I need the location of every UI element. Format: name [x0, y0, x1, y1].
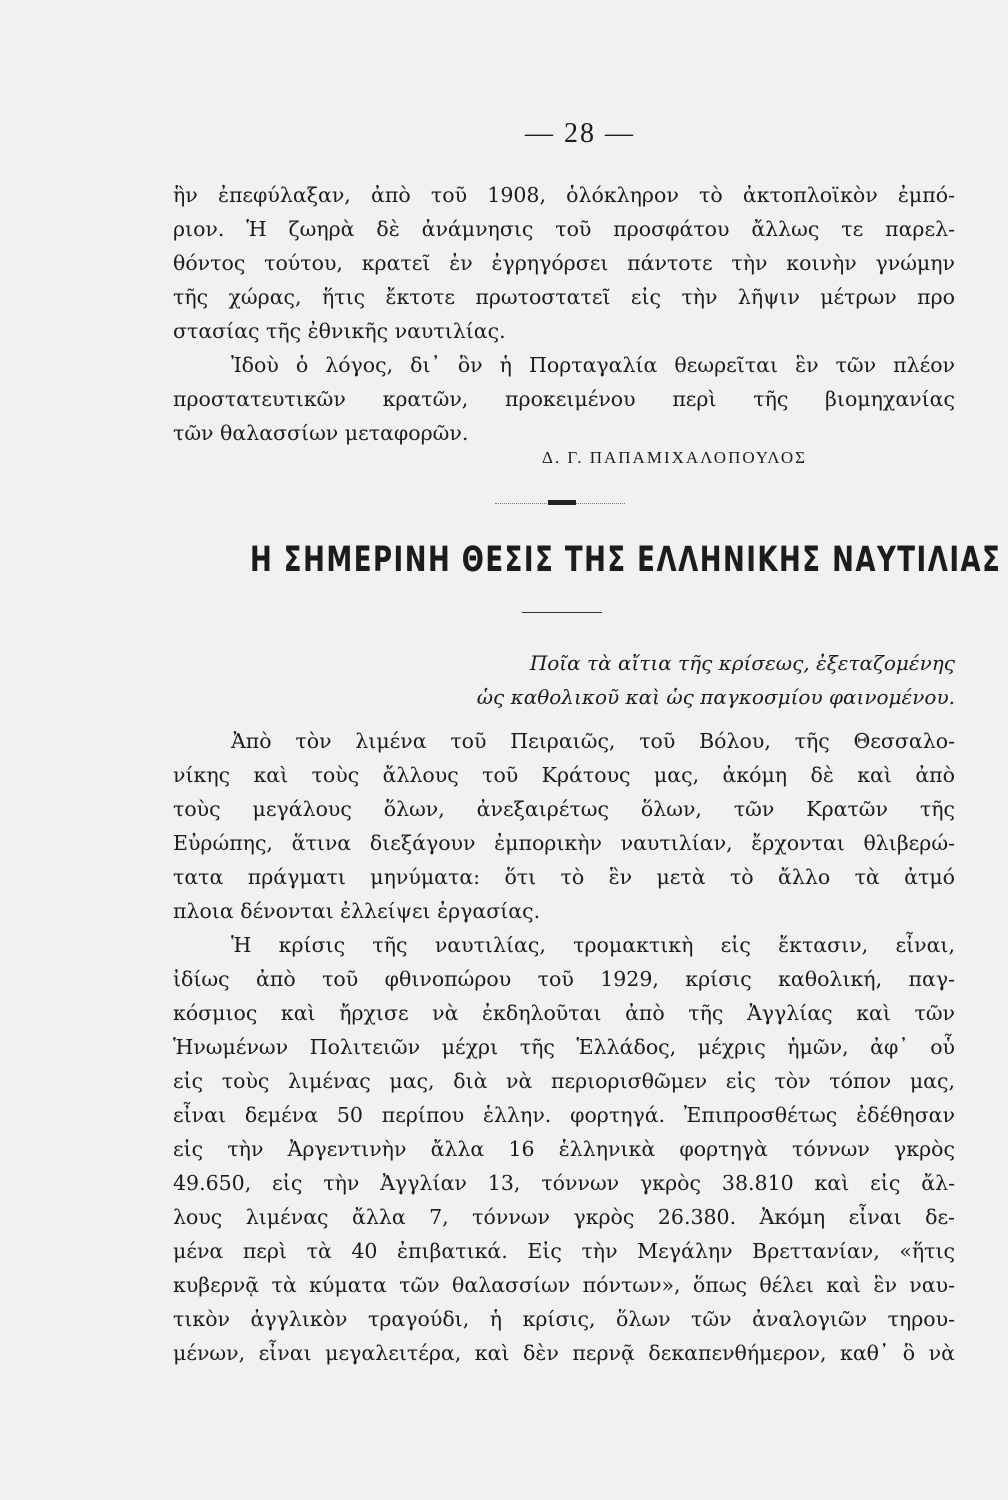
text-line: ἣν ἐπεφύλαξαν, ἀπὸ τοῦ 1908, ὁλόκληρον τὸ ἀκτοπλοϊκὸν ἐμπό- — [173, 183, 955, 207]
text-line: πλοια δένονται ἐλλείψει ἐργασίας. — [173, 899, 541, 923]
text-line: τικὸν ἀγγλικὸν τραγούδι, ἡ κρίσις, ὅλων τῶν ἀναλογιῶν τηρου- — [173, 1307, 955, 1331]
text-line: τοὺς μεγάλους ὅλων, ἀνεξαιρέτως ὅλων, τῶν Κρατῶν τῆς — [173, 797, 955, 821]
separator-bar — [548, 500, 576, 505]
text-line: εἰς τὴν Ἀργεντινὴν ἄλλα 16 ἑλληνικὰ φορτηγὰ τόννων γκρὸς — [173, 1137, 955, 1161]
text-line: θόντος τούτου, κρατεῖ ἐν ἐγρηγόρσει πάντοτε τὴν κοινὴν γνώμην — [173, 251, 955, 275]
subtitle-line: ὡς καθολικοῦ καὶ ὡς παγκοσμίου φαινομένου. — [476, 685, 955, 709]
text-line: Ἡνωμένων Πολιτειῶν μέχρι τῆς Ἑλλάδος, μέχρις ἡμῶν, ἀφ᾽ οὗ — [173, 1035, 955, 1059]
top-text-block — [173, 178, 955, 450]
main-text-block — [173, 724, 955, 1370]
top-paragraph — [173, 178, 955, 348]
text-line: τῆς χώρας, ἥτις ἔκτοτε πρωτοστατεῖ εἰς τὴν λῆψιν μέτρων προ — [173, 285, 955, 309]
text-line: Ἡ κρίσις τῆς ναυτιλίας, τρομακτικὴ εἰς ἔκτασιν, εἶναι, — [231, 933, 955, 957]
text-line: Εὐρώπης, ἅτινα διεξάγουν ἐμπορικὴν ναυτιλίαν, ἔρχονται θλιβερώ- — [173, 831, 955, 855]
text-line: μένα περὶ τὰ 40 ἐπιβατικά. Εἰς τὴν Μεγάλην Βρεττανίαν, «ἥτις — [173, 1239, 955, 1263]
text-line: μένων, εἶναι μεγαλειτέρα, καὶ δὲν περνᾷ δεκαπενθήμερον, καθ᾽ ὃ νὰ — [173, 1341, 955, 1365]
text-line: Ἀπὸ τὸν λιμένα τοῦ Πειραιῶς, τοῦ Βόλου, τῆς Θεσσαλο- — [231, 729, 955, 753]
text-line: προστατευτικῶν κρατῶν, προκειμένου περὶ τῆς βιομηχανίας — [173, 387, 955, 411]
text-line: τατα πράγματι μηνύματα: ὅτι τὸ ἓν μετὰ τὸ ἄλλο τὰ ἀτμό — [173, 865, 955, 889]
text-line: 49.650, εἰς τὴν Ἀγγλίαν 13, τόννων γκρὸς 38.810 καὶ εἰς ἄλ- — [173, 1171, 955, 1195]
section-subtitle — [370, 646, 955, 714]
text-line: νίκης καὶ τοὺς ἄλλους τοῦ Κράτους μας, ἀκόμη δὲ καὶ ἀπὸ — [173, 763, 955, 787]
text-line: Ἰδοὺ ὁ λόγος, δι᾽ ὃν ἡ Πορταγαλία θεωρεῖται ἓν τῶν πλέον — [231, 353, 955, 377]
text-line: στασίας τῆς ἐθνικῆς ναυτιλίας. — [173, 319, 506, 343]
text-line: ἰδίως ἀπὸ τοῦ φθινοπώρου τοῦ 1929, κρίσις καθολική, παγ- — [173, 967, 955, 991]
author-signature: Δ. Γ. ΠΑΠΑΜΙΧΑΛΟΠΟΥΛΟΣ — [542, 448, 808, 467]
text-line: κόσμιος καὶ ἤρχισε νὰ ἐκδηλοῦται ἀπὸ τῆς Ἀγγλίας καὶ τῶν — [173, 1001, 955, 1025]
text-line: εἰς τοὺς λιμένας μας, διὰ νὰ περιορισθῶμεν εἰς τὸν τόπον μας, — [173, 1069, 955, 1093]
text-line: εἶναι δεμένα 50 περίπου ἑλλην. φορτηγά. Ἐπιπροσθέτως ἐδέθησαν — [173, 1103, 955, 1127]
page-number: — 28 — — [525, 118, 635, 149]
main-paragraph-2 — [173, 928, 955, 1370]
text-line: ριον. Ἡ ζωηρὰ δὲ ἀνάμνησις τοῦ προσφάτου ἄλλως τε παρελ- — [173, 217, 955, 241]
text-line: λους λιμένας ἄλλα 7, τόννων γκρὸς 26.380. Ἀκόμη εἶναι δε- — [173, 1205, 955, 1229]
text-line: τῶν θαλασσίων μεταφορῶν. — [173, 421, 469, 445]
text-line: κυβερνᾷ τὰ κύματα τῶν θαλασσίων πόντων», ὅπως θέλει καὶ ἓν ναυ- — [173, 1273, 955, 1297]
second-paragraph — [173, 348, 955, 450]
title-rule — [522, 612, 602, 613]
subtitle-line: Ποῖα τὰ αἴτια τῆς κρίσεως, ἐξεταζομένης — [529, 651, 955, 675]
main-paragraph-1 — [173, 724, 955, 928]
section-title: Η ΣΗΜΕΡΙΝΗ ΘΕΣΙΣ ΤΗΣ ΕΛΛΗΝΙΚΗΣ ΝΑΥΤΙΛΙΑΣ — [250, 540, 1002, 581]
